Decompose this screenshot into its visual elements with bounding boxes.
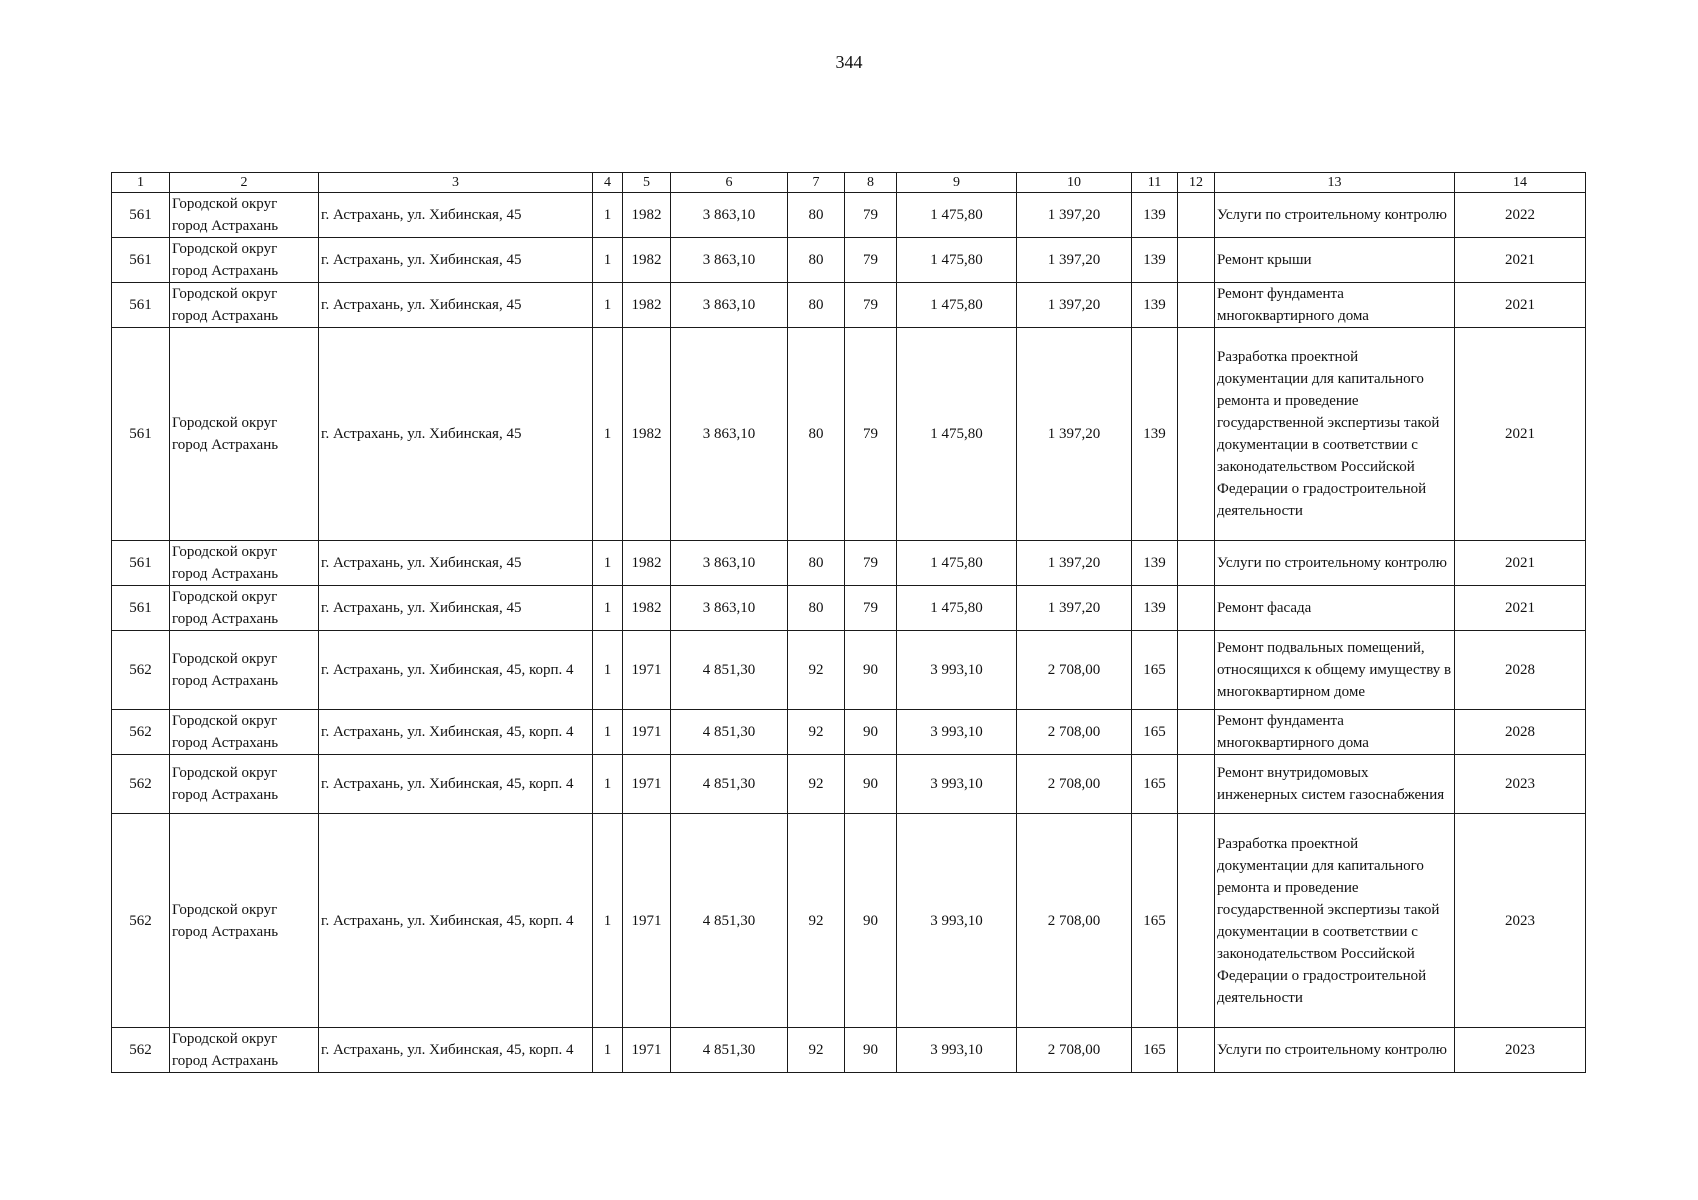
cell-municipality: Городской округ город Астрахань [170, 755, 319, 814]
cell-work-type: Ремонт фасада [1215, 586, 1455, 631]
cell-total-area: 4 851,30 [671, 814, 788, 1028]
table-row [112, 814, 1586, 1028]
cell-col8: 79 [845, 193, 897, 238]
cell-residents: 139 [1132, 328, 1178, 541]
cell-residents: 139 [1132, 586, 1178, 631]
cell-col8: 79 [845, 541, 897, 586]
cell-col9-area: 3 993,10 [897, 710, 1017, 755]
column-header-5: 5 [623, 173, 671, 193]
cell-residents: 165 [1132, 755, 1178, 814]
cell-col9-area: 3 993,10 [897, 755, 1017, 814]
column-header-14: 14 [1455, 173, 1586, 193]
cell-col10-area: 2 708,00 [1017, 755, 1132, 814]
cell-col4: 1 [593, 586, 623, 631]
cell-planned-year: 2022 [1455, 193, 1586, 238]
column-header-3: 3 [319, 173, 593, 193]
cell-col7: 80 [788, 283, 845, 328]
cell-col9-area: 3 993,10 [897, 1028, 1017, 1073]
cell-col7: 92 [788, 710, 845, 755]
column-header-7: 7 [788, 173, 845, 193]
table-body [112, 193, 1586, 1073]
cell-address: г. Астрахань, ул. Хибинская, 45, корп. 4 [319, 631, 593, 710]
cell-address: г. Астрахань, ул. Хибинская, 45, корп. 4 [319, 755, 593, 814]
cell-col9-area: 3 993,10 [897, 631, 1017, 710]
cell-col10-area: 1 397,20 [1017, 586, 1132, 631]
cell-col4: 1 [593, 541, 623, 586]
cell-residents: 165 [1132, 631, 1178, 710]
table-row [112, 755, 1586, 814]
cell-col12 [1178, 193, 1215, 238]
cell-planned-year: 2021 [1455, 328, 1586, 541]
table-row [112, 586, 1586, 631]
column-header-6: 6 [671, 173, 788, 193]
cell-col12 [1178, 328, 1215, 541]
cell-municipality: Городской округ город Астрахань [170, 1028, 319, 1073]
cell-item-number: 561 [112, 586, 170, 631]
cell-residents: 139 [1132, 541, 1178, 586]
cell-col7: 92 [788, 1028, 845, 1073]
cell-col8: 90 [845, 1028, 897, 1073]
cell-residents: 165 [1132, 1028, 1178, 1073]
cell-work-type: Ремонт фундамента многоквартирного дома [1215, 283, 1455, 328]
cell-planned-year: 2023 [1455, 814, 1586, 1028]
column-header-10: 10 [1017, 173, 1132, 193]
cell-col10-area: 1 397,20 [1017, 283, 1132, 328]
cell-col10-area: 2 708,00 [1017, 1028, 1132, 1073]
cell-item-number: 562 [112, 631, 170, 710]
cell-work-type: Услуги по строительному контролю [1215, 1028, 1455, 1073]
cell-col10-area: 1 397,20 [1017, 193, 1132, 238]
table-row [112, 710, 1586, 755]
cell-planned-year: 2028 [1455, 710, 1586, 755]
table-row [112, 328, 1586, 541]
cell-col7: 92 [788, 631, 845, 710]
cell-item-number: 561 [112, 193, 170, 238]
cell-year-built: 1971 [623, 755, 671, 814]
cell-col9-area: 1 475,80 [897, 328, 1017, 541]
cell-municipality: Городской округ город Астрахань [170, 541, 319, 586]
cell-col4: 1 [593, 283, 623, 328]
table-row [112, 1028, 1586, 1073]
cell-col10-area: 2 708,00 [1017, 631, 1132, 710]
cell-col8: 79 [845, 283, 897, 328]
cell-col8: 79 [845, 586, 897, 631]
column-header-1: 1 [112, 173, 170, 193]
cell-planned-year: 2023 [1455, 1028, 1586, 1073]
cell-item-number: 561 [112, 238, 170, 283]
column-header-8: 8 [845, 173, 897, 193]
column-header-9: 9 [897, 173, 1017, 193]
cell-year-built: 1982 [623, 238, 671, 283]
cell-item-number: 562 [112, 814, 170, 1028]
cell-municipality: Городской округ город Астрахань [170, 710, 319, 755]
cell-address: г. Астрахань, ул. Хибинская, 45 [319, 328, 593, 541]
column-header-13: 13 [1215, 173, 1455, 193]
cell-work-type: Услуги по строительному контролю [1215, 193, 1455, 238]
cell-work-type: Ремонт крыши [1215, 238, 1455, 283]
cell-col4: 1 [593, 710, 623, 755]
table-row [112, 541, 1586, 586]
cell-item-number: 561 [112, 283, 170, 328]
cell-work-type: Разработка проектной документации для капитального ремонта и проведение государственной экспертизы такой документации в соответствии с законодательством Российской Федерации о градостроительной деятельности [1215, 328, 1455, 541]
cell-col4: 1 [593, 193, 623, 238]
cell-col8: 90 [845, 631, 897, 710]
table-row [112, 631, 1586, 710]
cell-col12 [1178, 541, 1215, 586]
cell-total-area: 3 863,10 [671, 283, 788, 328]
cell-col10-area: 2 708,00 [1017, 814, 1132, 1028]
cell-residents: 139 [1132, 193, 1178, 238]
cell-year-built: 1971 [623, 814, 671, 1028]
cell-col12 [1178, 1028, 1215, 1073]
cell-total-area: 3 863,10 [671, 238, 788, 283]
cell-address: г. Астрахань, ул. Хибинская, 45, корп. 4 [319, 710, 593, 755]
page-number: 344 [835, 52, 863, 72]
cell-col7: 80 [788, 541, 845, 586]
cell-col12 [1178, 755, 1215, 814]
cell-municipality: Городской округ город Астрахань [170, 193, 319, 238]
cell-work-type: Разработка проектной документации для капитального ремонта и проведение государственной экспертизы такой документации в соответствии с законодательством Российской Федерации о градостроительной деятельности [1215, 814, 1455, 1028]
column-header-11: 11 [1132, 173, 1178, 193]
cell-total-area: 4 851,30 [671, 755, 788, 814]
cell-col12 [1178, 814, 1215, 1028]
cell-year-built: 1971 [623, 631, 671, 710]
cell-address: г. Астрахань, ул. Хибинская, 45 [319, 586, 593, 631]
cell-municipality: Городской округ город Астрахань [170, 328, 319, 541]
cell-col10-area: 1 397,20 [1017, 541, 1132, 586]
cell-planned-year: 2021 [1455, 541, 1586, 586]
cell-col7: 92 [788, 814, 845, 1028]
cell-municipality: Городской округ город Астрахань [170, 814, 319, 1028]
cell-col4: 1 [593, 328, 623, 541]
cell-item-number: 562 [112, 710, 170, 755]
cell-address: г. Астрахань, ул. Хибинская, 45 [319, 193, 593, 238]
cell-residents: 165 [1132, 814, 1178, 1028]
cell-col12 [1178, 283, 1215, 328]
cell-col8: 90 [845, 755, 897, 814]
cell-col9-area: 1 475,80 [897, 283, 1017, 328]
column-header-2: 2 [170, 173, 319, 193]
cell-col4: 1 [593, 238, 623, 283]
cell-total-area: 3 863,10 [671, 193, 788, 238]
table-row [112, 238, 1586, 283]
cell-work-type: Услуги по строительному контролю [1215, 541, 1455, 586]
cell-municipality: Городской округ город Астрахань [170, 238, 319, 283]
cell-work-type: Ремонт внутридомовых инженерных систем газоснабжения [1215, 755, 1455, 814]
cell-total-area: 4 851,30 [671, 710, 788, 755]
cell-municipality: Городской округ город Астрахань [170, 283, 319, 328]
cell-col8: 79 [845, 328, 897, 541]
cell-col8: 90 [845, 814, 897, 1028]
cell-item-number: 561 [112, 541, 170, 586]
cell-col7: 80 [788, 586, 845, 631]
cell-col8: 90 [845, 710, 897, 755]
table-row [112, 193, 1586, 238]
column-header-12: 12 [1178, 173, 1215, 193]
cell-planned-year: 2021 [1455, 586, 1586, 631]
cell-residents: 165 [1132, 710, 1178, 755]
cell-col10-area: 1 397,20 [1017, 238, 1132, 283]
cell-item-number: 561 [112, 328, 170, 541]
cell-year-built: 1982 [623, 541, 671, 586]
cell-col4: 1 [593, 1028, 623, 1073]
cell-total-area: 4 851,30 [671, 631, 788, 710]
cell-col12 [1178, 710, 1215, 755]
cell-total-area: 3 863,10 [671, 328, 788, 541]
cell-work-type: Ремонт фундамента многоквартирного дома [1215, 710, 1455, 755]
cell-col12 [1178, 238, 1215, 283]
cell-address: г. Астрахань, ул. Хибинская, 45 [319, 541, 593, 586]
column-header-4: 4 [593, 173, 623, 193]
cell-address: г. Астрахань, ул. Хибинская, 45, корп. 4 [319, 814, 593, 1028]
cell-year-built: 1982 [623, 193, 671, 238]
cell-col10-area: 1 397,20 [1017, 328, 1132, 541]
cell-address: г. Астрахань, ул. Хибинская, 45 [319, 283, 593, 328]
cell-address: г. Астрахань, ул. Хибинская, 45, корп. 4 [319, 1028, 593, 1073]
cell-total-area: 3 863,10 [671, 586, 788, 631]
cell-planned-year: 2021 [1455, 238, 1586, 283]
cell-municipality: Городской округ город Астрахань [170, 586, 319, 631]
cell-col9-area: 1 475,80 [897, 193, 1017, 238]
cell-residents: 139 [1132, 283, 1178, 328]
cell-col8: 79 [845, 238, 897, 283]
table-row [112, 283, 1586, 328]
cell-col7: 92 [788, 755, 845, 814]
repair-schedule-table [111, 172, 1586, 1073]
cell-work-type: Ремонт подвальных помещений, относящихся к общему имуществу в многоквартирном доме [1215, 631, 1455, 710]
cell-year-built: 1982 [623, 328, 671, 541]
cell-col10-area: 2 708,00 [1017, 710, 1132, 755]
cell-total-area: 4 851,30 [671, 1028, 788, 1073]
cell-item-number: 562 [112, 755, 170, 814]
cell-col9-area: 1 475,80 [897, 586, 1017, 631]
cell-year-built: 1971 [623, 710, 671, 755]
cell-residents: 139 [1132, 238, 1178, 283]
cell-col12 [1178, 586, 1215, 631]
cell-municipality: Городской округ город Астрахань [170, 631, 319, 710]
cell-item-number: 562 [112, 1028, 170, 1073]
cell-col7: 80 [788, 238, 845, 283]
cell-year-built: 1971 [623, 1028, 671, 1073]
cell-planned-year: 2028 [1455, 631, 1586, 710]
cell-address: г. Астрахань, ул. Хибинская, 45 [319, 238, 593, 283]
cell-col7: 80 [788, 328, 845, 541]
cell-planned-year: 2023 [1455, 755, 1586, 814]
cell-col7: 80 [788, 193, 845, 238]
cell-year-built: 1982 [623, 283, 671, 328]
cell-col9-area: 1 475,80 [897, 541, 1017, 586]
cell-planned-year: 2021 [1455, 283, 1586, 328]
cell-col4: 1 [593, 631, 623, 710]
cell-col9-area: 1 475,80 [897, 238, 1017, 283]
cell-col4: 1 [593, 814, 623, 1028]
cell-col12 [1178, 631, 1215, 710]
cell-col4: 1 [593, 755, 623, 814]
column-number-row [112, 173, 1586, 193]
cell-col9-area: 3 993,10 [897, 814, 1017, 1028]
cell-total-area: 3 863,10 [671, 541, 788, 586]
cell-year-built: 1982 [623, 586, 671, 631]
